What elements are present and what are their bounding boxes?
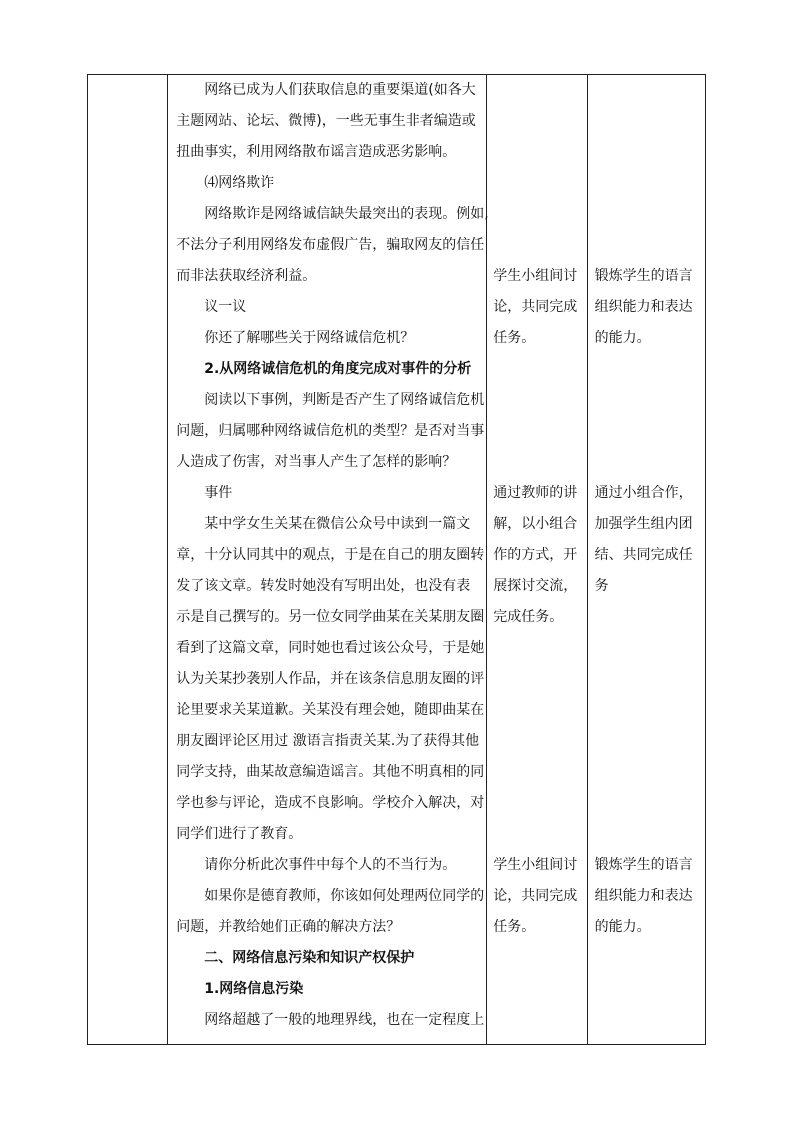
text-line: 学生小组间讨 — [493, 268, 578, 284]
text-line: 而非法获取经济利益。 — [176, 268, 317, 284]
text-line: 论，共同完成 — [493, 888, 578, 904]
design-intent-1 — [595, 261, 693, 354]
text-line: 任务。 — [493, 330, 536, 346]
design-intent-3 — [595, 850, 693, 943]
teacher-question — [176, 881, 484, 943]
text-line: 阅读以下事例，判断是否产生了网络诚信危机 — [204, 392, 485, 408]
section-2-heading: 2.从网络诚信危机的角度完成对事件的分析 — [204, 361, 472, 377]
student-activity-3 — [493, 850, 577, 943]
discuss-question: 你还了解哪些关于网络诚信危机？ — [204, 330, 415, 346]
design-intent-2 — [595, 478, 693, 602]
text-line: 扭曲事实，利用网络散布谣言造成恶劣影响。 — [176, 144, 457, 160]
design-intent-cell — [587, 75, 705, 1045]
fraud-paragraph — [176, 199, 488, 292]
text-line: 加强学生组内团 — [594, 516, 693, 532]
text-line: 发了该文章。转发时她没有写明出处，也没有表 — [176, 578, 471, 594]
event-label: 事件 — [204, 485, 233, 501]
text-line: 问题，并教给她们正确的解决方法？ — [176, 919, 401, 935]
text-line: 论，共同完成 — [493, 299, 578, 315]
text-line: 通过小组合作， — [594, 485, 693, 501]
text-line: 示是自己撰写的。另一位女同学曲某在关某朋友圈 — [176, 609, 485, 625]
rumor-paragraph — [176, 75, 475, 168]
lesson-plan-table — [87, 74, 706, 1045]
text-line: 看到了这篇文章，同时她也看过该公众号，于是她 — [176, 640, 485, 656]
text-line: 如果你是德育教师，你该如何处理两位同学的 — [204, 888, 485, 904]
student-activity-cell — [487, 75, 587, 1045]
text-line: 学也参与评论，造成不良影响。学校介入解决，对 — [176, 795, 485, 811]
text-line: 的能力。 — [594, 919, 651, 935]
text-line: 朋友圈评论区用过 激语言指责关某.为了获得其他 — [176, 733, 480, 749]
text-line: 锻炼学生的语言 — [594, 268, 693, 284]
text-line: 网络已成为人们获取信息的重要渠道(如各大 — [204, 82, 476, 98]
text-line: 同学支持，曲某故意编造谣言。其他不明真相的同 — [176, 764, 485, 780]
text-line: 务 — [594, 578, 609, 594]
text-line: 完成任务。 — [493, 609, 564, 625]
pollution-heading: 1.网络信息污染 — [204, 981, 304, 997]
stage-column-cell — [88, 75, 168, 1045]
text-line: 展探讨交流， — [493, 578, 578, 594]
text-line: 网络欺诈是网络诚信缺失最突出的表现。例如, — [204, 206, 489, 222]
text-line: 问题，归属哪种网络诚信危机的类型？是否对当事 — [176, 423, 485, 439]
student-activity-1 — [493, 261, 577, 354]
text-line: 某中学女生关某在微信公众号中读到一篇文 — [204, 516, 471, 532]
text-line: 主题网站、论坛、微博)，一些无事生非者编造或 — [176, 113, 476, 129]
fraud-heading: ⑷网络欺诈 — [204, 175, 275, 191]
text-line: 不法分子利用网络发布虚假广告，骗取网友的信任 — [176, 237, 485, 253]
text-line: 任务。 — [493, 919, 536, 935]
text-line: 同学们进行了教育。 — [176, 826, 303, 842]
text-line: 结、共同完成任 — [594, 547, 693, 563]
text-line: 认为关某抄袭别人作品，并在该条信息朋友圈的评 — [176, 671, 485, 687]
text-line: 锻炼学生的语言 — [594, 857, 693, 873]
text-line: 论里要求关某道歉。关某没有理会她，随即曲某在 — [176, 702, 485, 718]
event-paragraph — [176, 509, 484, 850]
text-line: 学生小组间讨 — [493, 857, 578, 873]
discuss-label: 议一议 — [204, 299, 247, 315]
part-2-heading: 二、网络信息污染和知识产权保护 — [204, 950, 415, 966]
text-line: 组织能力和表达 — [594, 888, 693, 904]
text-line: 的能力。 — [594, 330, 651, 346]
section-2-paragraph — [176, 385, 484, 478]
text-line: 人造成了伤害，对当事人产生了怎样的影响？ — [176, 454, 457, 470]
student-activity-2 — [493, 478, 577, 633]
text-line: 通过教师的讲 — [493, 485, 578, 501]
table-row — [88, 75, 706, 1045]
analyze-prompt: 请你分析此次事件中每个人的不当行为。 — [204, 857, 457, 873]
text-line: 解，以小组合 — [493, 516, 578, 532]
pollution-paragraph: 网络超越了一般的地理界线，也在一定程度上 — [204, 1012, 485, 1028]
teaching-content-cell — [168, 75, 487, 1045]
text-line: 章，十分认同其中的观点，于是在自己的朋友圈转 — [176, 547, 485, 563]
text-line: 组织能力和表达 — [594, 299, 693, 315]
text-line: 作的方式，开 — [493, 547, 578, 563]
